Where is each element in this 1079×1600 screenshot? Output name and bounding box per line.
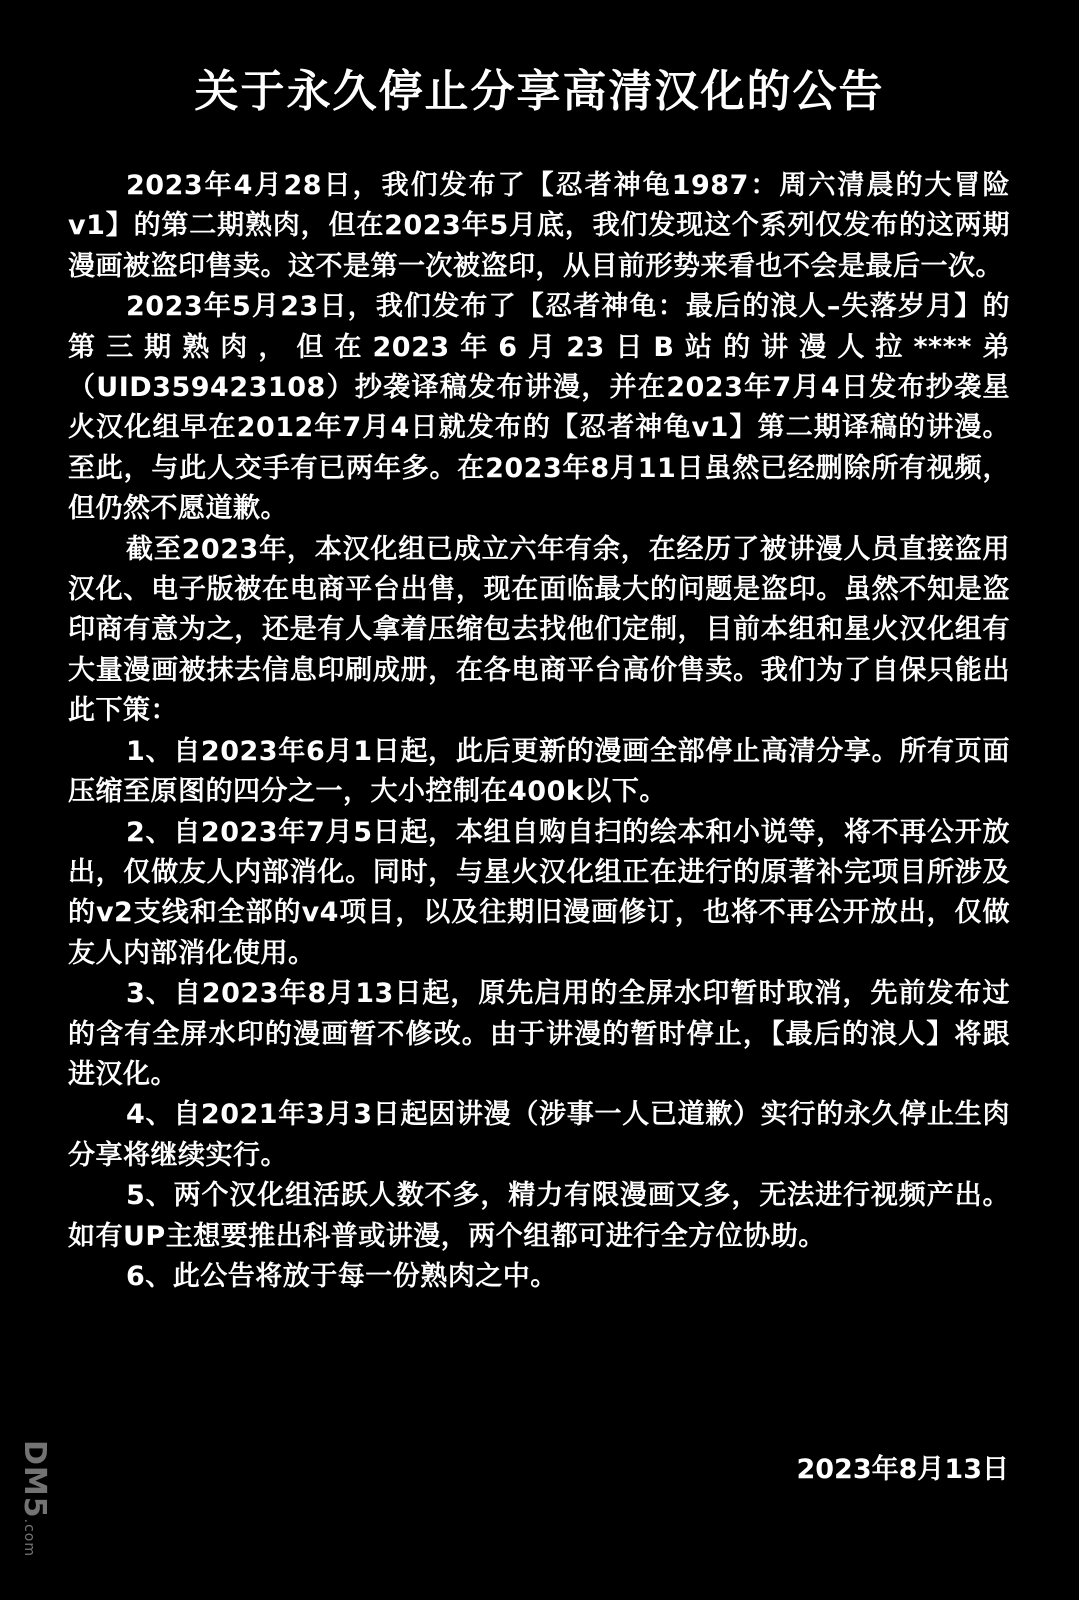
- policy-item-1: 1、自2023年6月1日起，此后更新的漫画全部停止高清分享。所有页面压缩至原图的四分之一，大小控制在400k以下。: [68, 735, 1010, 808]
- policy-item-4: 4、自2021年3月3日起因讲漫（涉事一人已道歉）实行的永久停止生肉分享将继续实行。: [68, 1099, 1010, 1171]
- policy-item-6: 6、此公告将放于每一份熟肉之中。: [126, 1260, 558, 1292]
- watermark-brand: DM5: [17, 1440, 52, 1519]
- watermark-suffix: .com: [21, 1518, 37, 1557]
- policy-item-2: 2、自2023年7月5日起，本组自购自扫的绘本和小说等，将不再公开放出，仅做友人内部消化。同时，与星火汉化组正在进行的原著补完项目所涉及的v2支线和全部的v4项目，以及往期旧漫画修订，也将不再公开放出，仅做友人内部消化使用。: [68, 816, 1010, 969]
- announcement-body: [68, 166, 1010, 1297]
- announcement-date: 2023年8月13日: [796, 1454, 1009, 1485]
- policy-item-3: 3、自2023年8月13日起，原先启用的全屏水印暂时取消，先前发布过的含有全屏水印的漫画暂不修改。由于讲漫的暂时停止，【最后的浪人】将跟进汉化。: [68, 978, 1010, 1090]
- paragraph-3: 截至2023年，本汉化组已成立六年有余，在经历了被讲漫人员直接盗用汉化、电子版被在电商平台出售，现在面临最大的问题是盗印。虽然不知是盗印商有意为之，还是有人拿着压缩包去找他们定制，目前本组和星火汉化组有大量漫画被抹去信息印刷成册，在各电商平台高价售卖。我们为了自保只能出此下策：: [68, 533, 1010, 727]
- policy-item-5: 5、两个汉化组活跃人数不多，精力有限漫画又多，无法进行视频产出。如有UP主想要推出科普或讲漫，两个组都可进行全方位协助。: [68, 1180, 1010, 1252]
- paragraph-1: 2023年4月28日，我们发布了【忍者神龟1987：周六清晨的大冒险v1】的第二期熟肉，但在2023年5月底，我们发现这个系列仅发布的这两期漫画被盗印售卖。这不是第一次被盗印，从目前形势来看也不会是最后一次。: [68, 170, 1010, 282]
- paragraph-2: 2023年5月23日，我们发布了【忍者神龟：最后的浪人–失落岁月】的第三期熟肉，但在2023年6月23日B站的讲漫人拉****弟（UID359423108）抄袭译稿发布讲漫，并在2023年7月4日发布抄袭星火汉化组早在2012年7月4日就发布的【忍者神龟v1】第二期译稿的讲漫。至此，与此人交手有已两年多。在2023年8月11日虽然已经删除所有视频，但仍然不愿道歉。: [68, 291, 1010, 525]
- dm5-watermark-text: [17, 1440, 52, 1590]
- dm5-watermark: [16, 1440, 52, 1590]
- announcement-title: 关于永久停止分享高清汉化的公告: [194, 66, 885, 117]
